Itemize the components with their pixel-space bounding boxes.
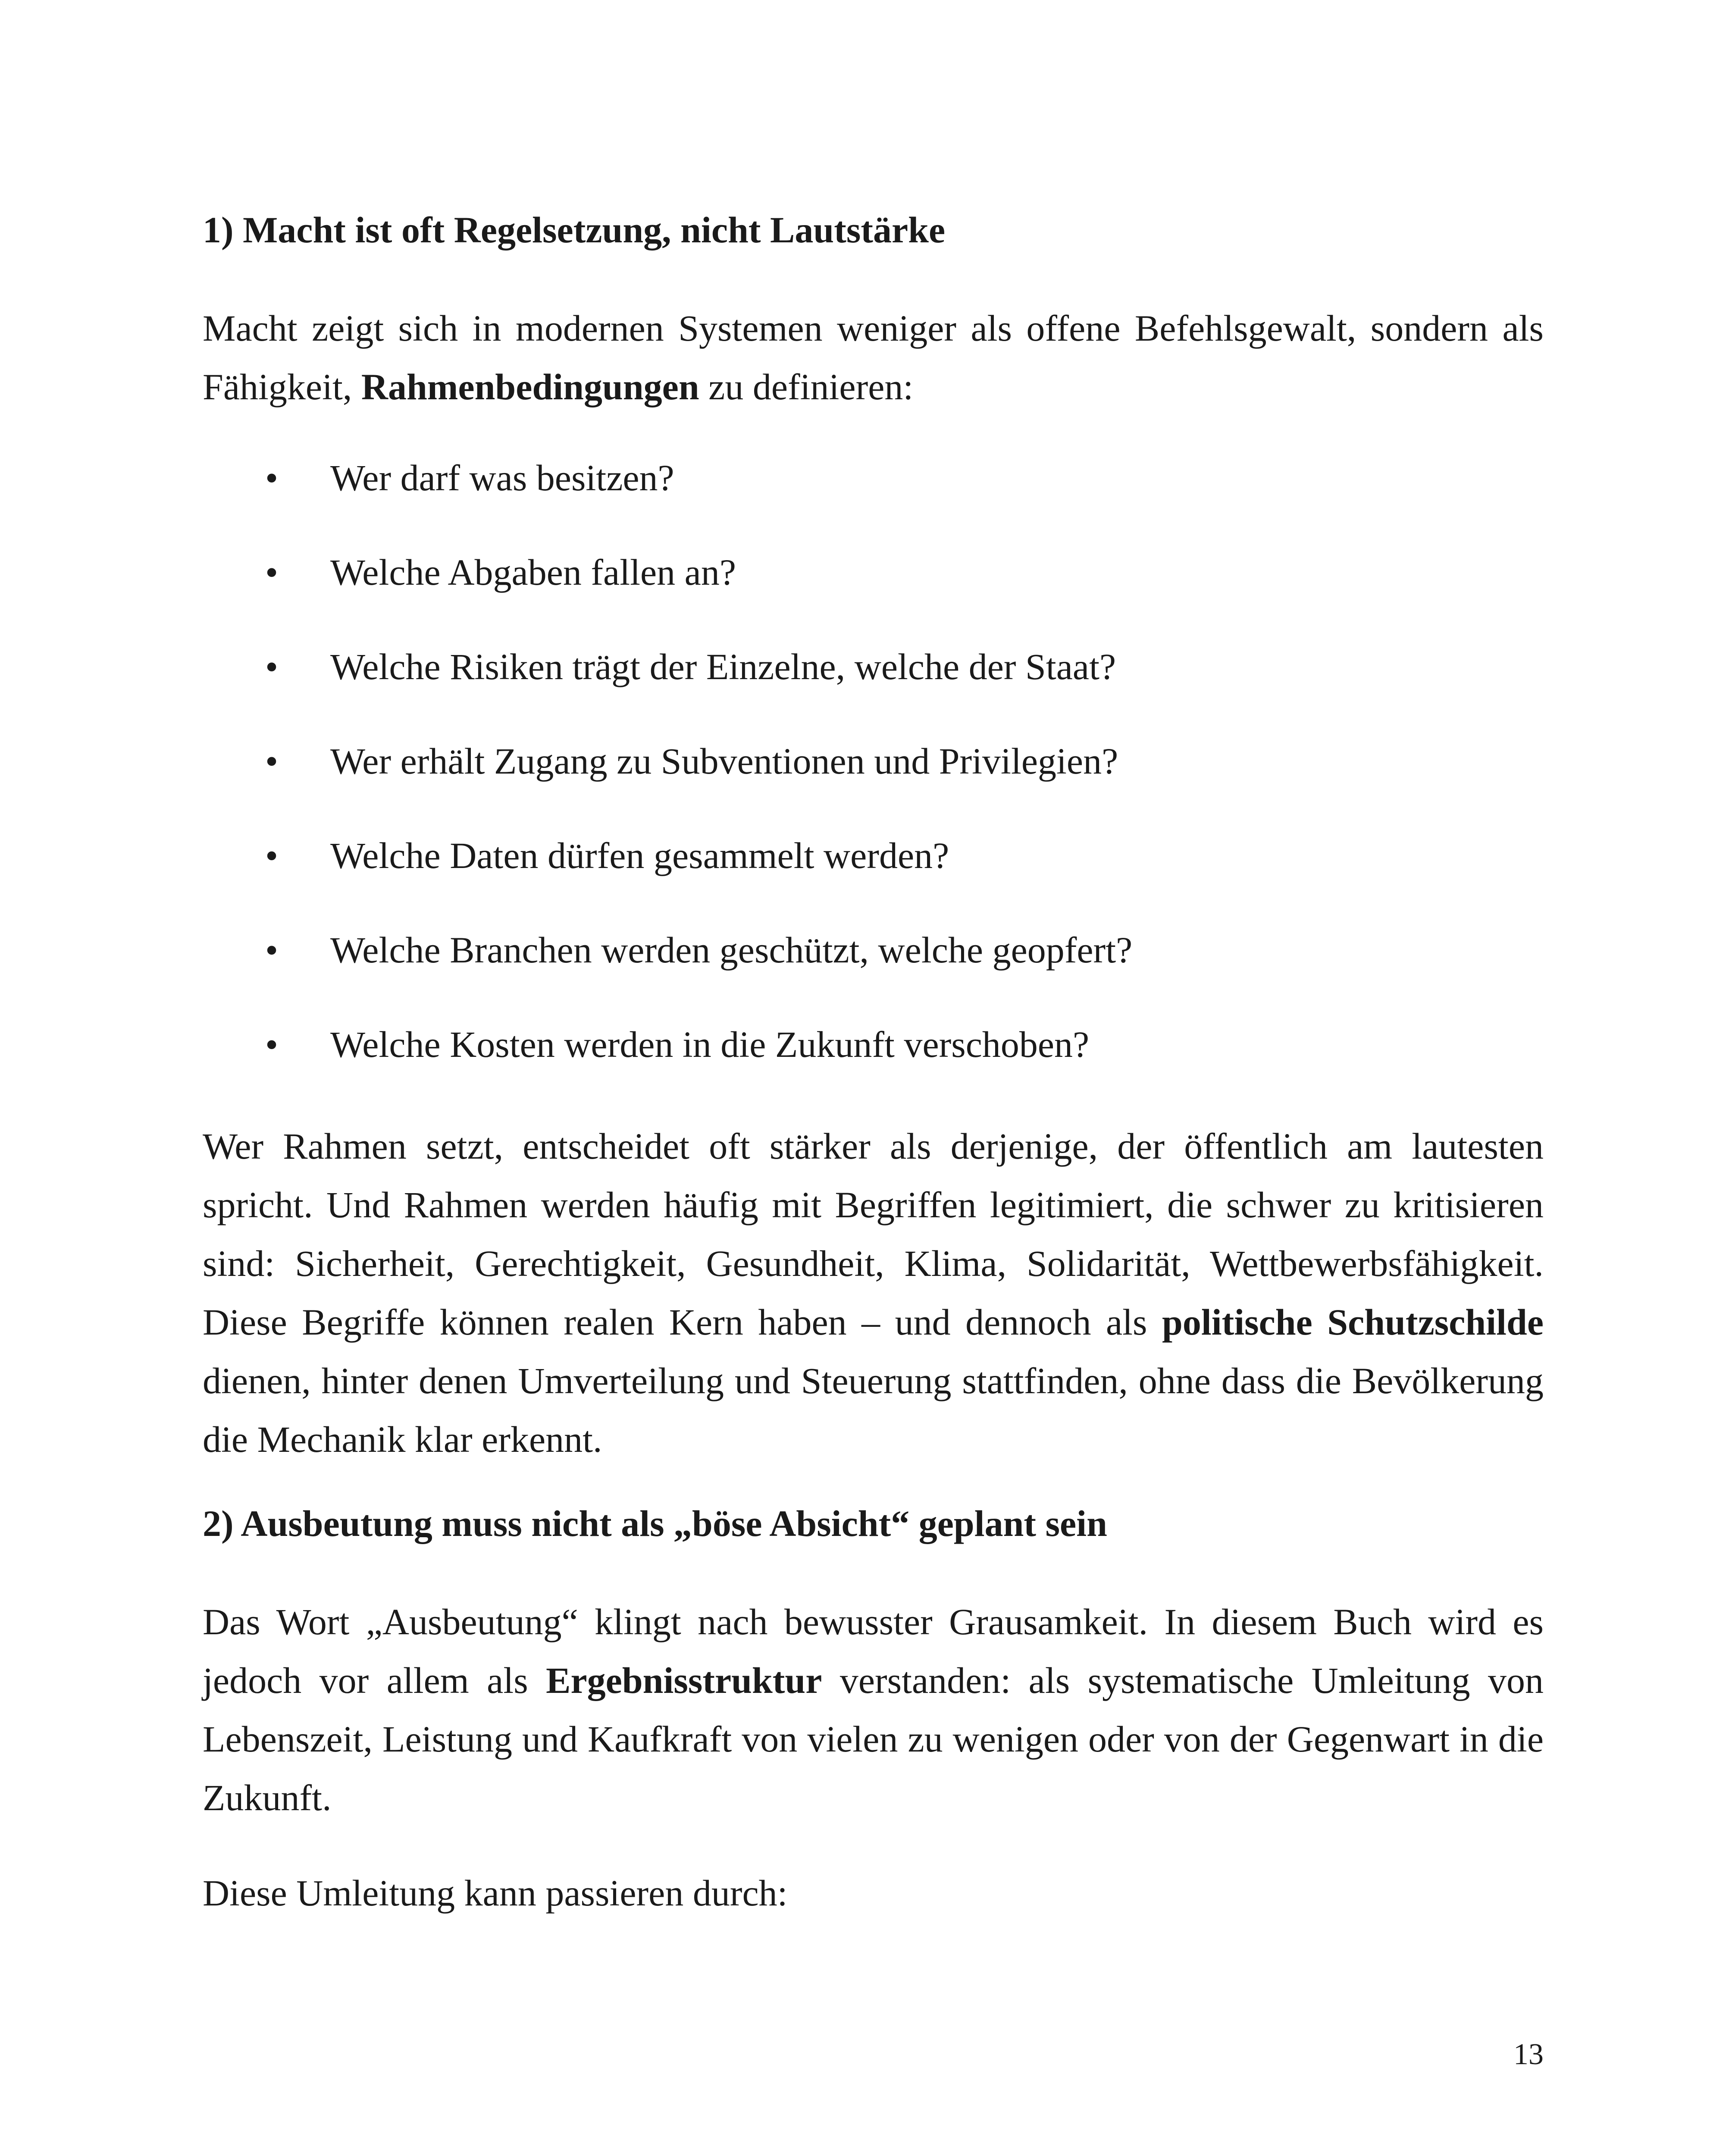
section-1-paragraph (203, 1117, 1544, 1469)
bullet-marker: • (265, 835, 279, 876)
section-2-paragraph (203, 1592, 1544, 1827)
list-item: Welche Daten dürfen gesammelt werden? (330, 835, 949, 876)
list-item: Welche Kosten werden in die Zukunft verschoben? (330, 1024, 1090, 1065)
intro-text-start: Macht zeigt sich in modernen Systemen weniger als offene Befehlsgewalt, sondern als Fähigkeit, (203, 307, 1544, 407)
section-2-heading: 2) Ausbeutung muss nicht als „böse Absicht“ geplant sein (203, 1503, 1107, 1544)
page-number: 13 (1513, 2038, 1544, 2071)
section-1-heading: 1) Macht ist oft Regelsetzung, nicht Lautstärke (203, 209, 946, 251)
bullet-marker: • (265, 552, 279, 593)
paragraph-bold-term: Ergebnisstruktur (546, 1660, 822, 1701)
paragraph-text-end: dienen, hinter denen Umverteilung und Steuerung stattfinden, ohne dass die Bevölkerung die Mechanik klar erkennt. (203, 1360, 1544, 1460)
bullet-marker: • (265, 646, 279, 687)
section-1-intro (203, 299, 1544, 416)
paragraph-text-start: Das Wort „Ausbeutung“ klingt nach bewusster Grausamkeit. In diesem Buch wird es jedoch vor allem als (203, 1601, 1544, 1701)
bullet-marker: • (265, 740, 279, 782)
list-item: Wer erhält Zugang zu Subventionen und Privilegien? (330, 740, 1118, 782)
list-item: Wer darf was besitzen? (330, 457, 674, 498)
list-item: Welche Abgaben fallen an? (330, 552, 736, 593)
intro-bold-term: Rahmenbedingungen (361, 366, 699, 407)
bullet-marker: • (265, 457, 279, 498)
bullet-marker: • (265, 1024, 279, 1065)
bullet-marker: • (265, 929, 279, 971)
paragraph-bold-term: politische Schutzschilde (1162, 1301, 1544, 1343)
intro-text-end: zu definieren: (699, 366, 914, 407)
list-item: Welche Risiken trägt der Einzelne, welche der Staat? (330, 646, 1116, 687)
list-item: Welche Branchen werden geschützt, welche geopfert? (330, 929, 1133, 971)
paragraph-text-start: Wer Rahmen setzt, entscheidet oft stärker als derjenige, der öffentlich am lautesten spricht. Und Rahmen werden häufig mit Begriffen legitimiert, die schwer zu kritisieren sind: Sicherheit, Gerechtigkeit, Gesundheit, Klima, Solidarität, Wettbewerbsfähigkeit. Diese Begriffe können realen Kern haben – und dennoch als (203, 1125, 1544, 1343)
section-2-lead-in: Diese Umleitung kann passieren durch: (203, 1872, 788, 1914)
paragraph-text-end: verstanden: als systematische Umleitung von Lebenszeit, Leistung und Kaufkraft von vielen zu wenigen oder von der Gegenwart in die Zukunft. (203, 1660, 1544, 1818)
